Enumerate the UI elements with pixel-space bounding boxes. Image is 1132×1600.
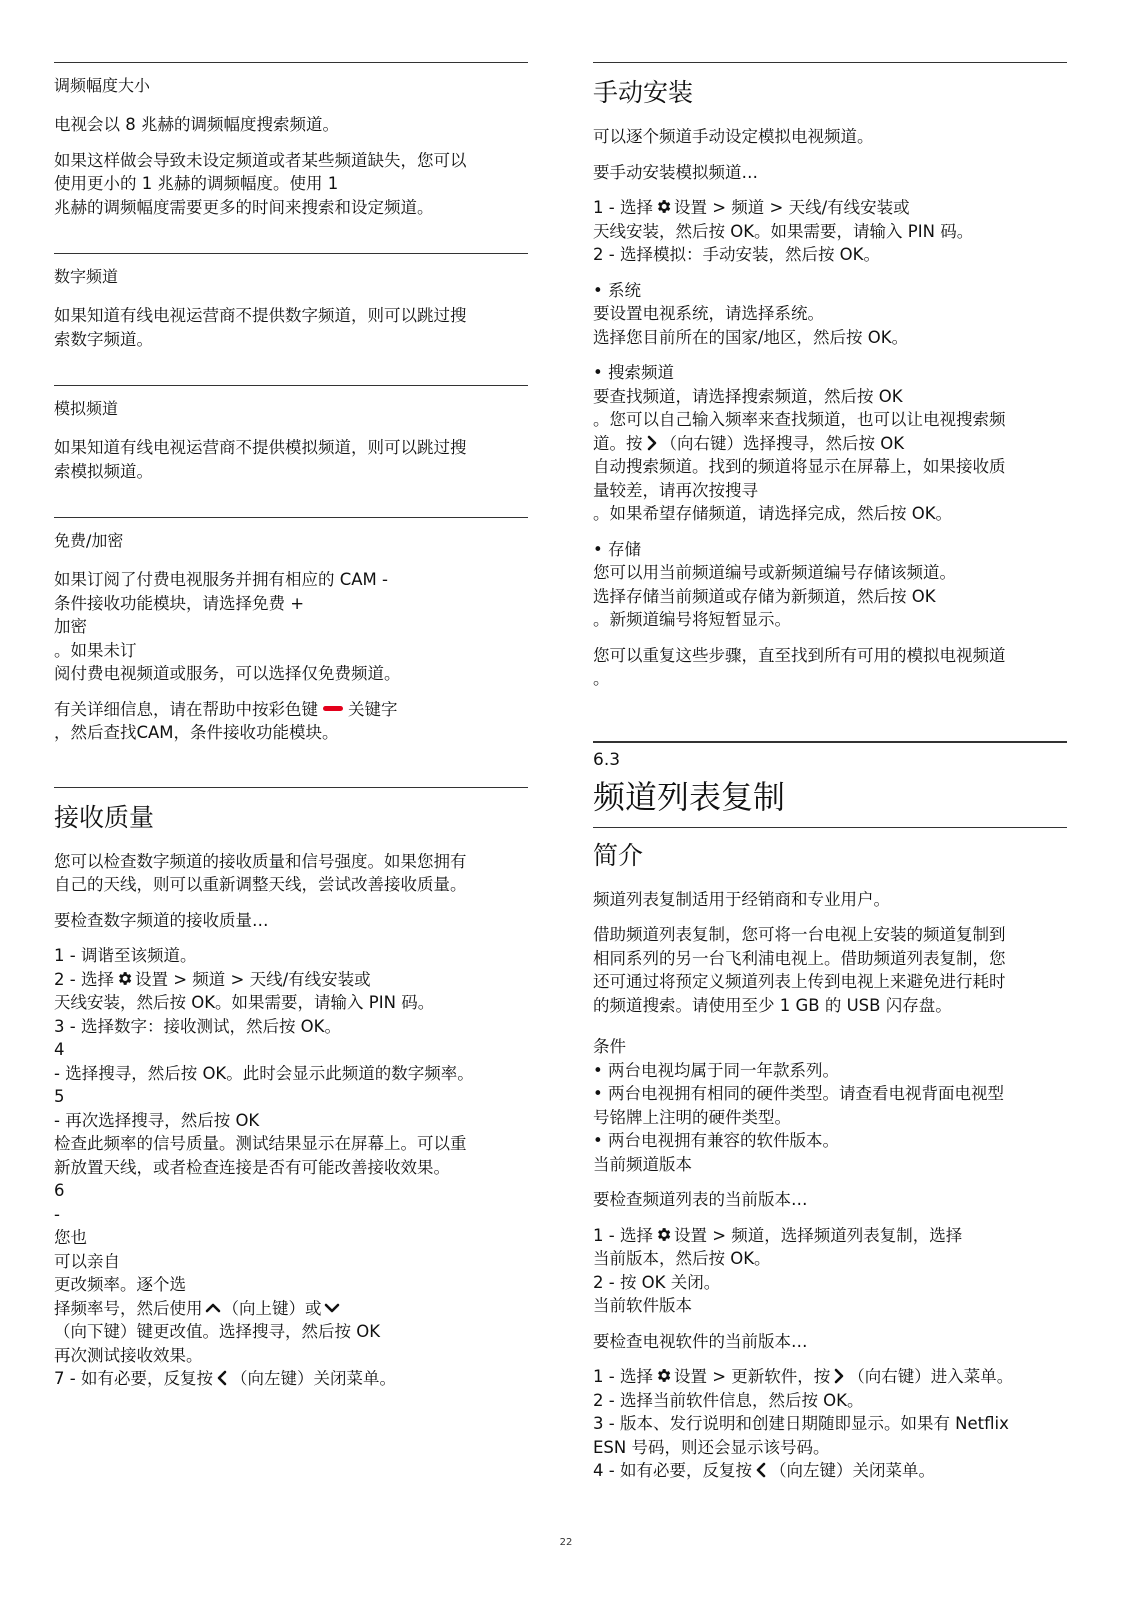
text: （向左键）关闭菜单。 bbox=[769, 1461, 935, 1480]
text: 设置 > 频道，选择频道列表复制，选择 bbox=[673, 1225, 963, 1245]
step-line bbox=[593, 1459, 1067, 1483]
text: 有关详细信息，请在帮助中按彩色键 bbox=[54, 699, 318, 719]
red-key-icon bbox=[323, 706, 343, 711]
bullet-title: • 搜索频道 bbox=[593, 363, 674, 382]
step-line: 您也 bbox=[54, 1228, 87, 1247]
chevron-left-icon bbox=[215, 1370, 229, 1386]
bullet-line bbox=[593, 432, 1067, 456]
paragraph: 索模拟频道。 bbox=[54, 461, 153, 481]
gear-icon bbox=[655, 1367, 672, 1384]
paragraph-line: 还可通过将预定义频道列表上传到电视上来避免进行耗时 bbox=[593, 972, 1006, 991]
step-line: 新放置天线，或者检查连接是否有可能改善接收效果。 bbox=[54, 1157, 450, 1177]
section-frequency-step-size bbox=[54, 62, 528, 219]
text: 设置 > 更新软件，按 bbox=[673, 1367, 831, 1386]
paragraph-line: 如果订阅了付费电视服务并拥有相应的 CAM - bbox=[54, 570, 388, 589]
paragraph-line bbox=[54, 698, 528, 722]
text: （向右键）选择搜寻，然后按 OK bbox=[660, 433, 905, 453]
subheading: 当前软件版本 bbox=[593, 1296, 692, 1315]
text: 关键字 bbox=[348, 699, 398, 719]
step-line: 当前版本，然后按 OK。 bbox=[593, 1249, 771, 1268]
condition-item: • 两台电视拥有相同的硬件类型。请查看电视背面电视型 bbox=[593, 1084, 1004, 1103]
page-number: 22 bbox=[559, 1537, 573, 1548]
paragraph: 如果知道有线电视运营商不提供模拟频道，则可以跳过搜 bbox=[54, 438, 467, 457]
left-column bbox=[54, 62, 528, 1391]
section-title: 调频幅度大小 bbox=[54, 76, 151, 95]
bullet-line: 自动搜索频道。找到的频道将显示在屏幕上，如果接收质 bbox=[593, 457, 1006, 476]
text: 4 - 如有必要，反复按 bbox=[593, 1461, 752, 1480]
step-line: 可以亲自 bbox=[54, 1251, 120, 1271]
section-title: 免费/加密 bbox=[54, 531, 124, 550]
step-line: 检查此频率的信号质量。测试结果显示在屏幕上。可以重 bbox=[54, 1134, 467, 1153]
text: 设置 > 频道 > 天线/有线安装或 bbox=[673, 198, 910, 217]
text: 道。按 bbox=[593, 433, 643, 453]
paragraph: 您可以重复这些步骤，直至找到所有可用的模拟电视频道 bbox=[593, 645, 1006, 665]
chevron-left-icon bbox=[754, 1462, 768, 1478]
bullet-title: • 系统 bbox=[593, 280, 641, 300]
section-title: 数字频道 bbox=[54, 267, 119, 286]
step-line: - 再次选择搜寻，然后按 OK bbox=[54, 1110, 260, 1130]
paragraph: 可以逐个频道手动设定模拟电视频道。 bbox=[593, 127, 874, 146]
gear-icon bbox=[655, 1226, 672, 1243]
condition-item: • 两台电视均属于同一年款系列。 bbox=[593, 1060, 839, 1080]
paragraph: 频道列表复制适用于经销商和专业用户。 bbox=[593, 889, 890, 909]
text: 7 - 如有必要，反复按 bbox=[54, 1369, 213, 1388]
section-heading: 手动安装 bbox=[593, 78, 694, 107]
step-line: （向下键）键更改值。选择搜寻，然后按 OK bbox=[54, 1322, 381, 1341]
step-line: 2 - 按 OK 关闭。 bbox=[593, 1272, 721, 1292]
paragraph: 要检查频道列表的当前版本… bbox=[593, 1190, 808, 1209]
paragraph: 。 bbox=[593, 669, 610, 688]
text: 2 - 选择 bbox=[54, 969, 114, 989]
paragraph-line: 阅付费电视频道或服务，可以选择仅免费频道。 bbox=[54, 664, 401, 683]
text: （向右键）进入菜单。 bbox=[848, 1367, 1014, 1386]
subheading: 条件 bbox=[593, 1037, 626, 1056]
condition-item: 号铭牌上注明的硬件类型。 bbox=[593, 1107, 791, 1127]
text: 1 - 选择 bbox=[593, 1225, 653, 1245]
paragraph-line: 的频道搜索。请使用至少 1 GB 的 USB 闪存盘。 bbox=[593, 995, 952, 1015]
bullet-line: 选择存储当前频道或存储为新频道，然后按 OK bbox=[593, 586, 936, 606]
step-line: 3 - 版本、发行说明和创建日期随即显示。如果有 Netflix bbox=[593, 1414, 1009, 1433]
paragraph: 如果这样做会导致未设定频道或者某些频道缺失，您可以 bbox=[54, 150, 467, 170]
paragraph: 如果知道有线电视运营商不提供数字频道，则可以跳过搜 bbox=[54, 306, 467, 325]
paragraph: 您可以检查数字频道的接收质量和信号强度。如果您拥有 bbox=[54, 851, 467, 871]
bullet-title: • 存储 bbox=[593, 539, 641, 559]
step-line: 4 bbox=[54, 1040, 65, 1059]
paragraph: 要检查数字频道的接收质量… bbox=[54, 910, 269, 930]
section-title: 模拟频道 bbox=[54, 399, 119, 418]
paragraph: 使用更小的 1 兆赫的调频幅度。使用 1 bbox=[54, 174, 339, 193]
paragraph: 自己的天线，则可以重新调整天线，尝试改善接收质量。 bbox=[54, 875, 467, 894]
gear-icon bbox=[116, 970, 133, 987]
chapter-number: 6.3 bbox=[593, 749, 621, 770]
text: 1 - 选择 bbox=[593, 198, 653, 217]
paragraph-line: 加密 bbox=[54, 617, 87, 636]
step-line: 再次测试接收效果。 bbox=[54, 1345, 203, 1365]
step-line: 6 bbox=[54, 1181, 65, 1200]
step-line bbox=[593, 1224, 1067, 1248]
chevron-right-icon bbox=[645, 435, 659, 451]
section-free-scrambled bbox=[54, 517, 528, 745]
text: （向左键）关闭菜单。 bbox=[230, 1369, 396, 1388]
paragraph-line: 。如果未订 bbox=[54, 640, 137, 660]
bullet-line: 。您可以自己输入频率来查找频道，也可以让电视搜索频 bbox=[593, 410, 1006, 429]
step-line: 1 - 调谐至该频道。 bbox=[54, 946, 197, 965]
paragraph: 兆赫的调频幅度需要更多的时间来搜索和设定频道。 bbox=[54, 197, 434, 217]
section-introduction bbox=[593, 827, 1067, 1483]
subheading: 当前频道版本 bbox=[593, 1154, 692, 1174]
step-line: 天线安装，然后按 OK。如果需要，请输入 PIN 码。 bbox=[593, 221, 974, 241]
section-analog-channels bbox=[54, 385, 528, 483]
step-line bbox=[593, 196, 1067, 220]
chevron-down-icon bbox=[324, 1300, 340, 1316]
chapter-header bbox=[593, 741, 1067, 817]
step-line: 天线安装，然后按 OK。如果需要，请输入 PIN 码。 bbox=[54, 993, 435, 1012]
gear-icon bbox=[655, 198, 672, 215]
step-line: 3 - 选择数字：接收测试，然后按 OK。 bbox=[54, 1016, 341, 1036]
paragraph-line: 借助频道列表复制，您可将一台电视上安装的频道复制到 bbox=[593, 925, 1006, 944]
paragraph-line: ，然后查找CAM，条件接收功能模块。 bbox=[54, 723, 339, 742]
section-manual-installation bbox=[593, 62, 1067, 691]
bullet-line: 量较差，请再次按搜寻 bbox=[593, 480, 758, 500]
chevron-up-icon bbox=[205, 1300, 221, 1316]
section-heading: 简介 bbox=[593, 840, 644, 870]
section-heading: 接收质量 bbox=[54, 802, 155, 832]
condition-item: • 两台电视拥有兼容的软件版本。 bbox=[593, 1131, 839, 1150]
paragraph: 要检查电视软件的当前版本… bbox=[593, 1331, 808, 1351]
step-line: - 选择搜寻，然后按 OK。此时会显示此频道的数字频率。 bbox=[54, 1063, 474, 1083]
section-reception-quality bbox=[54, 787, 528, 1391]
bullet-line: 您可以用当前频道编号或新频道编号存储该频道。 bbox=[593, 563, 956, 582]
chevron-right-icon bbox=[832, 1368, 846, 1384]
step-line: ESN 号码，则还会显示该号码。 bbox=[593, 1437, 830, 1457]
step-line: 5 bbox=[54, 1087, 65, 1106]
text: 1 - 选择 bbox=[593, 1367, 653, 1386]
right-column bbox=[593, 62, 1067, 1483]
bullet-line: 。新频道编号将短暂显示。 bbox=[593, 610, 791, 629]
step-line bbox=[54, 1367, 528, 1391]
text: （向上键）或 bbox=[222, 1298, 322, 1318]
bullet-line: 要查找频道，请选择搜索频道，然后按 OK bbox=[593, 386, 903, 406]
text: 择频率号，然后使用 bbox=[54, 1298, 203, 1318]
step-line bbox=[54, 1297, 528, 1321]
chapter-title: 频道列表复制 bbox=[593, 777, 786, 816]
text: 设置 > 频道 > 天线/有线安装或 bbox=[134, 969, 371, 989]
paragraph-line: 相同系列的另一台飞利浦电视上。借助频道列表复制，您 bbox=[593, 948, 1006, 968]
paragraph: 索数字频道。 bbox=[54, 329, 153, 349]
bullet-line: 要设置电视系统，请选择系统。 bbox=[593, 304, 824, 323]
step-line: 2 - 选择模拟：手动安装，然后按 OK。 bbox=[593, 245, 880, 264]
paragraph: 电视会以 8 兆赫的调频幅度搜索频道。 bbox=[54, 115, 339, 134]
step-line: - bbox=[54, 1204, 60, 1224]
step-line: 2 - 选择当前软件信息，然后按 OK。 bbox=[593, 1390, 864, 1410]
bullet-line: 选择您目前所在的国家/地区，然后按 OK。 bbox=[593, 327, 909, 347]
step-line bbox=[593, 1365, 1067, 1389]
paragraph-line: 条件接收功能模块，请选择免费 + bbox=[54, 593, 305, 613]
step-line bbox=[54, 968, 528, 992]
bullet-line: 。如果希望存储频道，请选择完成，然后按 OK。 bbox=[593, 504, 953, 523]
paragraph: 要手动安装模拟频道… bbox=[593, 162, 758, 182]
section-digital-channels bbox=[54, 253, 528, 351]
step-line: 更改频率。逐个选 bbox=[54, 1275, 186, 1294]
